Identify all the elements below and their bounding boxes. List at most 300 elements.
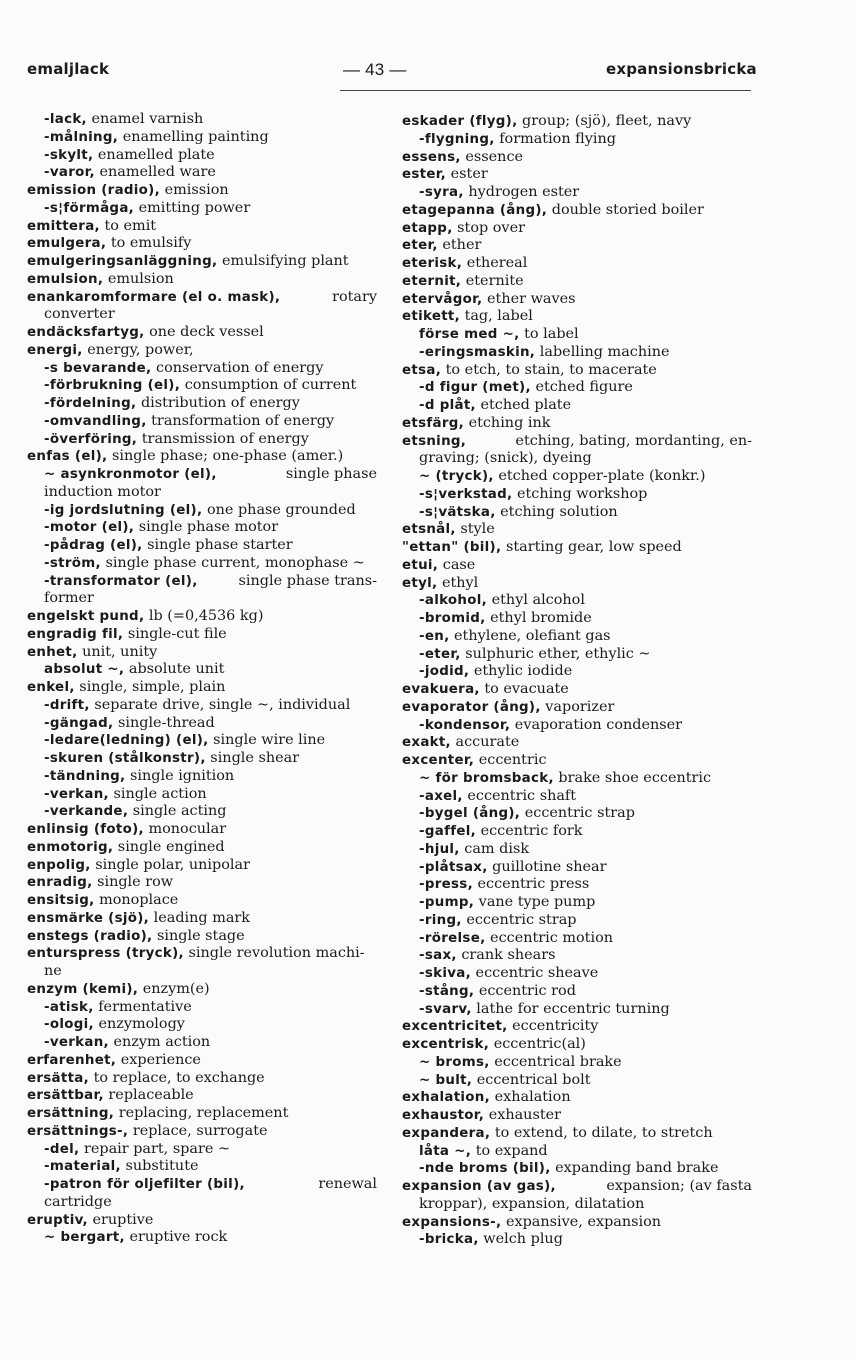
headword: -material,: [44, 1159, 121, 1175]
headword: emulgeringsanläggning,: [27, 254, 218, 269]
entry: [27, 342, 377, 360]
headword: -motor (el),: [44, 520, 135, 536]
translation: enamel varnish: [86, 111, 204, 127]
headword: -axel,: [419, 788, 463, 804]
entry: [27, 1070, 377, 1088]
headword: -ring,: [419, 912, 462, 928]
entry: [402, 291, 752, 309]
translation: eccentric(al): [489, 1036, 586, 1052]
headword: excenter,: [402, 753, 475, 768]
entry: [27, 874, 377, 892]
translation: ester: [446, 166, 488, 183]
entry: [402, 202, 752, 220]
entry: [27, 981, 377, 999]
subentry: [27, 395, 377, 413]
headword: -pump,: [419, 895, 475, 910]
subentry: [402, 859, 752, 877]
translation: style: [455, 521, 495, 538]
translation: ethyl bromide: [485, 610, 592, 626]
subentry: [402, 184, 752, 202]
entry: [27, 182, 377, 200]
translation: repair part, spare ~: [79, 1140, 231, 1157]
headword: -verkande,: [44, 804, 129, 820]
headword: -ledare(ledning) (el),: [44, 733, 209, 749]
headword: -kondensor,: [419, 717, 511, 733]
entry: [27, 1123, 377, 1141]
headword: engelskt pund,: [27, 609, 145, 624]
entry: [27, 821, 377, 839]
translation: to emulsify: [106, 235, 192, 252]
subentry: [27, 377, 377, 395]
subentry: [402, 965, 752, 983]
entry: [27, 235, 377, 253]
subentry: [402, 610, 752, 628]
translation: vaporizer: [540, 698, 615, 715]
translation: eruptive: [87, 1211, 154, 1228]
subentry: [27, 200, 377, 218]
headword: ensitsig,: [27, 893, 95, 908]
entry: [402, 575, 752, 593]
headword: ersättning,: [27, 1106, 115, 1121]
translation: single phase: [285, 466, 377, 482]
headword: emulsion,: [27, 271, 104, 287]
translation: induction motor: [44, 483, 161, 500]
entry: [402, 1018, 752, 1036]
translation: experience: [116, 1051, 201, 1068]
header-rule: [340, 90, 751, 91]
headword: enkel,: [27, 680, 75, 695]
headword: evakuera,: [402, 682, 480, 697]
headword: ester,: [402, 167, 447, 183]
entry: [402, 539, 752, 557]
right-column: [402, 113, 752, 1249]
translation: expansive, expansion: [501, 1213, 662, 1230]
translation: double storied boiler: [547, 201, 704, 218]
translation: to etch, to stain, to macerate: [441, 361, 657, 378]
headword: -en,: [419, 628, 450, 644]
subentry: [27, 715, 377, 733]
headword: -ig jordslutning (el),: [44, 502, 203, 518]
translation: enamelled ware: [94, 164, 216, 181]
entry: [27, 910, 377, 928]
headword: expansion (av gas),: [402, 1179, 556, 1194]
headword: enlinsig (foto),: [27, 822, 144, 837]
headword: ~ bergart,: [44, 1230, 125, 1246]
translation: lb (=0,4536 kg): [144, 608, 264, 624]
translation: emulsion: [103, 270, 174, 287]
entry: [402, 415, 752, 433]
headword: ersätta,: [27, 1070, 90, 1086]
translation: conservation of energy: [151, 359, 324, 376]
headword: evaporator (ång),: [402, 699, 541, 715]
headword: etervågor,: [402, 291, 483, 307]
subentry: [402, 628, 752, 646]
headword: -s¦förmåga,: [44, 200, 135, 216]
translation: emission: [160, 182, 229, 198]
headword: enradig,: [27, 875, 93, 891]
headword: etyl,: [402, 575, 438, 591]
translation: distribution of energy: [136, 395, 300, 411]
subentry: [27, 1158, 377, 1176]
subentry: [402, 983, 752, 1001]
headword: etsfärg,: [402, 415, 464, 431]
translation: single phase; one-phase (amer.): [107, 448, 344, 465]
translation: group; (sjö), fleet, navy: [517, 113, 692, 129]
translation: to label: [519, 326, 579, 342]
headword: absolut ~,: [44, 662, 125, 678]
subentry: [402, 823, 752, 841]
entry-continuation: [402, 450, 752, 468]
entry: [402, 1214, 752, 1232]
translation: single-thread: [113, 714, 215, 731]
translation: emitting power: [134, 199, 251, 216]
running-head-right: expansionsbricka: [606, 60, 757, 78]
headword: -bromid,: [419, 611, 486, 626]
translation: single stage: [152, 927, 245, 944]
subentry: [402, 131, 752, 149]
translation: former: [44, 590, 94, 607]
translation: single wire line: [208, 732, 326, 749]
translation: single engined: [113, 838, 225, 855]
translation: eccentricity: [507, 1018, 599, 1035]
translation: vane type pump: [474, 894, 596, 910]
translation: replacing, replacement: [114, 1105, 289, 1121]
subentry: [402, 326, 752, 344]
entry: [27, 253, 377, 271]
headword: -d plåt,: [419, 398, 476, 413]
headword: -fördelning,: [44, 396, 137, 411]
headword: -syra,: [419, 185, 464, 200]
translation: etching solution: [495, 503, 618, 520]
translation: enamelled plate: [93, 146, 215, 163]
translation: eccentric strap: [461, 911, 577, 928]
translation: enzym action: [108, 1034, 211, 1050]
translation: brake shoe eccentric: [553, 769, 712, 786]
headword: -patron för oljefilter (bil),: [44, 1177, 245, 1192]
translation: rotary: [332, 288, 377, 305]
headword: -s¦verkstad,: [419, 486, 513, 502]
translation: separate drive, single ~, individual: [89, 696, 351, 713]
translation: eccentric press: [472, 876, 590, 893]
translation: eccentrical brake: [489, 1053, 622, 1070]
subentry: [402, 912, 752, 930]
translation: etching workshop: [512, 485, 648, 502]
subentry: [27, 768, 377, 786]
headword: eternit,: [402, 273, 462, 289]
translation: starting gear, low speed: [501, 539, 682, 555]
subentry: [27, 502, 377, 520]
translation: single phase current, monophase ~: [100, 554, 365, 571]
translation: ethylene, olefiant gas: [449, 627, 611, 644]
translation: eccentric sheave: [470, 965, 599, 981]
headword: -omvandling,: [44, 413, 147, 429]
entry: [402, 433, 752, 451]
translation: substitute: [120, 1158, 199, 1175]
translation: eccentric fork: [476, 823, 583, 839]
translation: replaceable: [103, 1087, 194, 1104]
headword: -skiva,: [419, 966, 471, 981]
translation: enzymology: [93, 1016, 185, 1033]
subentry: [402, 1054, 752, 1072]
subentry: [402, 397, 752, 415]
entry: [27, 1212, 377, 1230]
entry: [402, 1089, 752, 1107]
translation: ether waves: [482, 290, 576, 307]
subentry: [402, 486, 752, 504]
entry: [402, 1125, 752, 1143]
headword: emission (radio),: [27, 183, 160, 198]
translation: sulphuric ether, ethylic ~: [460, 645, 651, 662]
headword: -skuren (stålkonstr),: [44, 751, 206, 766]
translation: to expand: [471, 1142, 548, 1159]
subentry: [402, 504, 752, 522]
headword: -press,: [419, 877, 473, 893]
headword: erfarenhet,: [27, 1052, 117, 1068]
headword: -hjul,: [419, 841, 460, 857]
entry: [402, 734, 752, 752]
headword: expandera,: [402, 1125, 491, 1141]
entry: [27, 218, 377, 236]
subentry: [27, 1176, 377, 1194]
translation: cartridge: [44, 1193, 112, 1210]
entry: [402, 273, 752, 291]
translation: single revolution machi-: [183, 945, 365, 962]
translation: lathe for eccentric turning: [471, 1000, 670, 1017]
entry: [402, 557, 752, 575]
headword: -lack,: [44, 112, 87, 127]
headword: enturspress (tryck),: [27, 946, 184, 962]
translation: ether: [437, 237, 482, 254]
entry: [27, 928, 377, 946]
translation: enamelling painting: [118, 128, 269, 145]
translation: converter: [44, 306, 115, 323]
entry: [402, 1178, 752, 1196]
translation: to replace, to exchange: [89, 1069, 265, 1086]
translation: guillotine shear: [487, 858, 607, 875]
headword: endäcksfartyg,: [27, 325, 145, 340]
entry: [402, 166, 752, 184]
entry: [402, 1036, 752, 1054]
entry: [27, 892, 377, 910]
headword: engradig fil,: [27, 626, 124, 642]
headword: -eringsmaskin,: [419, 344, 536, 360]
subentry: [402, 1072, 752, 1090]
subentry: [402, 876, 752, 894]
headword: etsa,: [402, 362, 442, 378]
headword: etui,: [402, 557, 439, 573]
headword: -stång,: [419, 983, 475, 999]
translation: single-cut file: [123, 625, 227, 642]
headword: ~ broms,: [419, 1054, 490, 1070]
headword: enzym (kemi),: [27, 981, 139, 997]
translation: transmission of energy: [137, 430, 309, 447]
translation: single phase motor: [134, 519, 279, 536]
entry: [27, 644, 377, 662]
headword: -gaffel,: [419, 824, 476, 839]
headword: etikett,: [402, 309, 460, 325]
subentry: [27, 786, 377, 804]
headword: -ologi,: [44, 1017, 94, 1033]
subentry: [402, 805, 752, 823]
translation: graving; (snick), dyeing: [419, 450, 592, 467]
headword: -alkohol,: [419, 593, 488, 609]
subentry: [27, 732, 377, 750]
headword: etapp,: [402, 220, 453, 236]
entry: [27, 324, 377, 342]
headword: -d figur (met),: [419, 380, 531, 396]
translation: ethyl alcohol: [487, 592, 585, 609]
translation: replace, surrogate: [128, 1122, 268, 1139]
translation: eccentric motion: [485, 929, 614, 946]
headword: eskader (flyg),: [402, 114, 518, 129]
entry: [402, 237, 752, 255]
entry: [27, 271, 377, 289]
entry-continuation: [27, 590, 377, 608]
headword: -atisk,: [44, 999, 94, 1015]
headword: excentricitet,: [402, 1019, 508, 1035]
headword: exhalation,: [402, 1090, 491, 1106]
translation: tag, label: [460, 308, 533, 325]
translation: welch plug: [478, 1231, 563, 1248]
entry-continuation: [402, 1196, 752, 1214]
subentry: [27, 164, 377, 182]
headword: -nde broms (bil),: [419, 1161, 551, 1177]
subentry: [402, 717, 752, 735]
entry: [402, 220, 752, 238]
headword: ~ för bromsback,: [419, 770, 554, 786]
entry: [27, 626, 377, 644]
translation: ethylic iodide: [469, 663, 573, 680]
translation: essence: [460, 148, 524, 165]
translation: expanding band brake: [550, 1160, 719, 1177]
translation: exhauster: [484, 1107, 562, 1123]
subentry: [27, 1229, 377, 1247]
headword: etsnål,: [402, 522, 456, 538]
headword: -ström,: [44, 555, 101, 571]
headword: -s bevarande,: [44, 360, 152, 376]
translation: single phase trans-: [238, 572, 377, 589]
subentry: [402, 947, 752, 965]
subentry: [27, 697, 377, 715]
translation: single ignition: [125, 767, 235, 784]
headword: emulgera,: [27, 236, 107, 252]
translation: etched copper-plate (konkr.): [493, 468, 706, 484]
translation: eccentric strap: [520, 805, 635, 822]
headword: energi,: [27, 342, 83, 358]
headword: enhet,: [27, 644, 78, 660]
entry-continuation: [27, 1194, 377, 1212]
left-column: [27, 111, 377, 1247]
entry-continuation: [27, 963, 377, 981]
translation: transformation of energy: [146, 412, 335, 429]
headword: eruptiv,: [27, 1212, 88, 1228]
subentry: [402, 1143, 752, 1161]
translation: etched figure: [530, 379, 633, 396]
page-number: — 43 —: [343, 60, 407, 79]
headword: etagepanna (ång),: [402, 202, 548, 218]
entry: [27, 1087, 377, 1105]
subentry: [27, 360, 377, 378]
subentry: [27, 999, 377, 1017]
subentry: [402, 894, 752, 912]
headword: -svarv,: [419, 1001, 472, 1017]
translation: eternite: [461, 272, 524, 289]
headword: eter,: [402, 238, 438, 254]
subentry: [27, 413, 377, 431]
translation: enzym(e): [138, 980, 210, 997]
translation: crank shears: [456, 947, 556, 964]
headword: -verkan,: [44, 1035, 109, 1050]
entry-continuation: [27, 306, 377, 324]
translation: absolute unit: [124, 661, 225, 678]
translation: single acting: [128, 803, 227, 820]
translation: to emit: [99, 217, 157, 234]
entry: [27, 1052, 377, 1070]
entry: [402, 681, 752, 699]
subentry: [27, 111, 377, 129]
translation: single action: [108, 785, 207, 802]
subentry: [402, 770, 752, 788]
entry: [27, 679, 377, 697]
headword: enankaromformare (el o. mask),: [27, 289, 281, 305]
translation: to extend, to dilate, to stretch: [490, 1124, 713, 1141]
translation: exhalation: [490, 1089, 571, 1106]
subentry: [27, 573, 377, 591]
translation: stop over: [452, 219, 525, 236]
subentry: [402, 344, 752, 362]
translation: eruptive rock: [124, 1229, 228, 1246]
headword: -varor,: [44, 165, 95, 181]
headword: ~ asynkronmotor (el),: [44, 467, 217, 482]
headword: ensmärke (sjö),: [27, 910, 150, 926]
subentry: [27, 803, 377, 821]
entry: [402, 149, 752, 167]
translation: evaporation condenser: [510, 716, 683, 733]
headword: -skylt,: [44, 147, 94, 163]
subentry: [27, 537, 377, 555]
headword: expansions-,: [402, 1214, 502, 1230]
translation: one deck vessel: [144, 324, 264, 340]
entry: [402, 1107, 752, 1125]
translation: eccentric: [474, 752, 547, 768]
translation: one phase grounded: [202, 501, 356, 518]
translation: hydrogen ester: [463, 184, 580, 200]
headword: -målning,: [44, 129, 119, 145]
translation: accurate: [450, 734, 520, 751]
headword: excentrisk,: [402, 1037, 490, 1052]
entry: [402, 699, 752, 717]
headword: enstegs (radio),: [27, 928, 153, 944]
headword: -s¦vätska,: [419, 504, 496, 520]
translation: emulsifying plant: [217, 253, 349, 269]
headword: -transformator (el),: [44, 573, 198, 589]
translation: single polar, unipolar: [90, 856, 250, 873]
translation: renewal: [318, 1176, 377, 1192]
headword: -rörelse,: [419, 930, 486, 946]
entry: [27, 448, 377, 466]
translation: leading mark: [149, 909, 251, 926]
translation: monocular: [143, 821, 227, 837]
translation: eccentric shaft: [462, 787, 577, 804]
subentry: [402, 379, 752, 397]
subentry: [27, 431, 377, 449]
headword: -pådrag (el),: [44, 538, 143, 553]
translation: cam disk: [459, 840, 530, 857]
translation: etching ink: [464, 414, 551, 431]
translation: ne: [44, 963, 62, 979]
headword: förse med ~,: [419, 327, 520, 342]
subentry: [402, 788, 752, 806]
